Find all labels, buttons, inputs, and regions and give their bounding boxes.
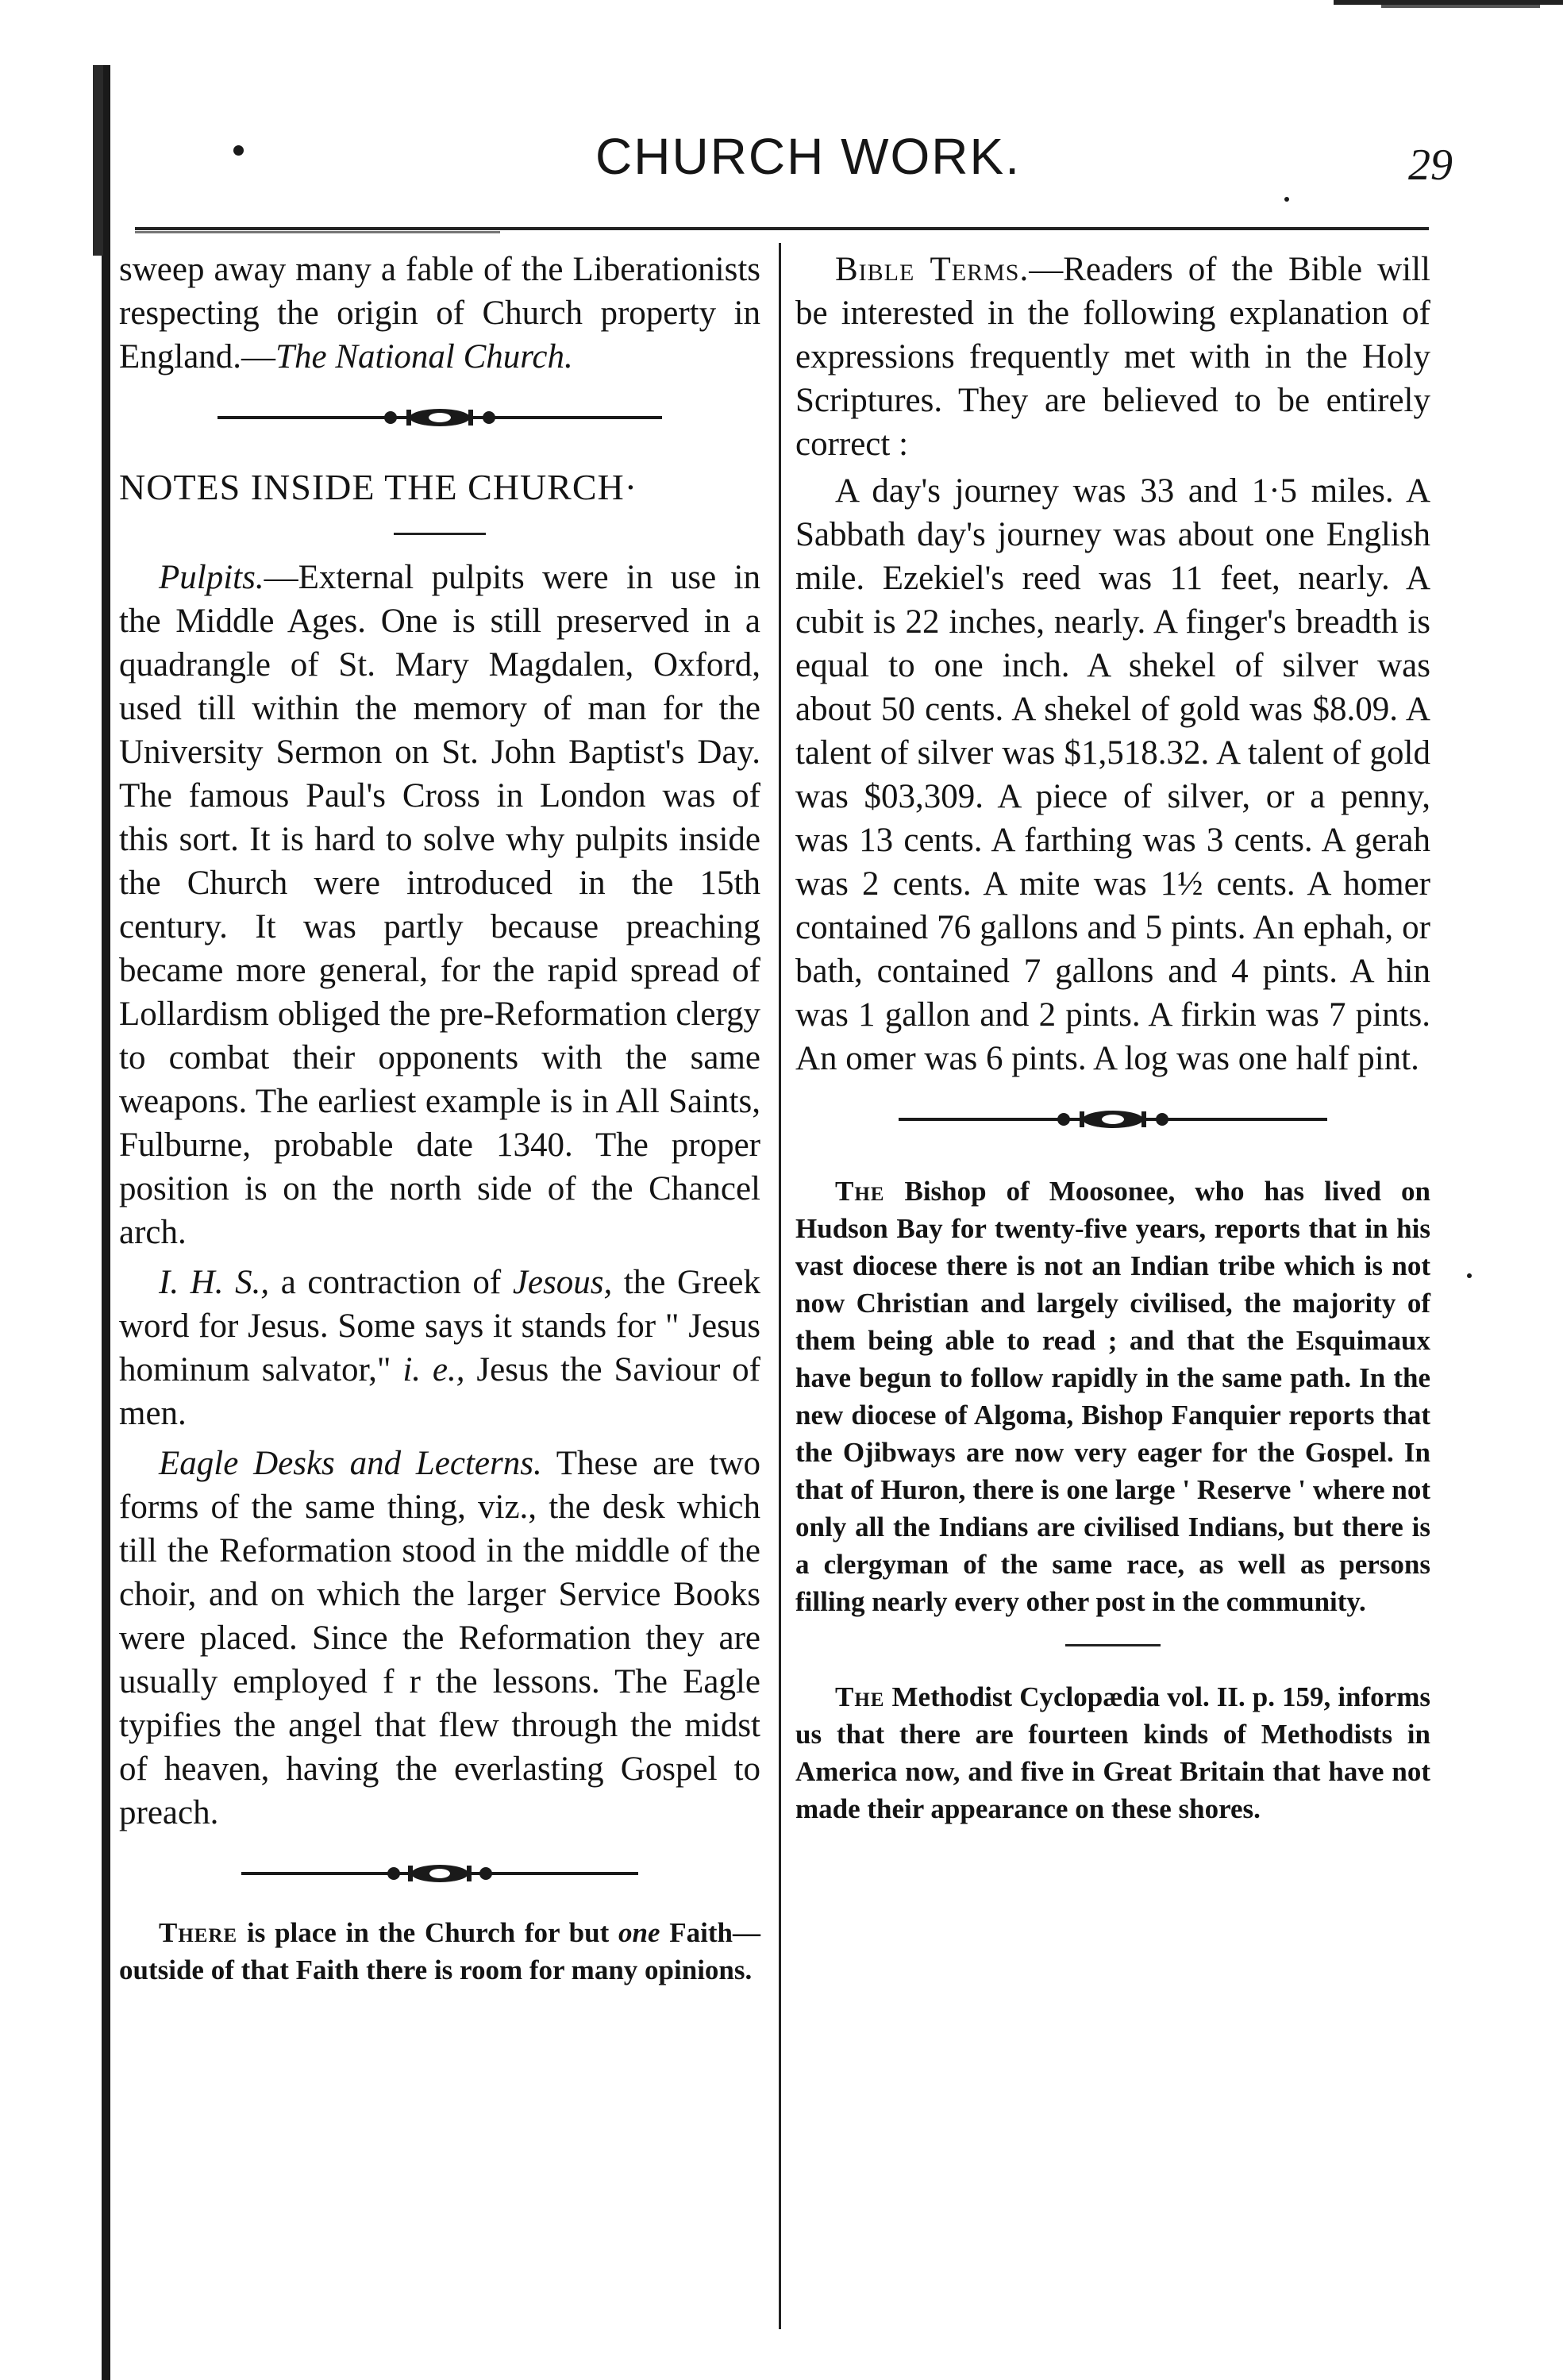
scan-speck (1284, 197, 1289, 202)
scan-speck (1467, 1273, 1472, 1278)
ihs-text-before: a contraction of (269, 1264, 513, 1301)
running-head: CHURCH WORK. (595, 128, 1021, 185)
methodist-lead: The (835, 1681, 885, 1712)
separator-rule (1065, 1644, 1161, 1646)
moosonee-text: Bishop of Moosonee, who has lived on Hudson Bay for twenty-five years, reports that in his vast diocese there is not an Indian tribe which is not now Christian and largely civilised, the majority of them being able to read ; and that the Esquimaux have begun to follow rapidly in the same path. In the new diocese of Algoma, Bishop Fanquier reports that the Ojibways are now very eager for the Gospel. In that of Huron, there is one large ' Reserve ' where not only all the Indians are civilised Indians, but there is a clergyman of the same race, as well as persons filling nearly every other post in the community. (795, 1176, 1430, 1617)
section-title-rule (394, 533, 486, 535)
header-rule-shadow (135, 231, 500, 233)
header-rule (135, 227, 1429, 230)
fleuron-rule-ornament-icon (218, 406, 662, 429)
bible-terms-intro-paragraph (795, 248, 1430, 466)
bible-terms-paragraph: A day's journey was 33 and 1·5 miles. A Sabbath day's journey was about one English mile. Ezekiel's reed was 11 feet, nearly. A cubit is 22 inches, nearly. A finger's breadth is equal to one inch. A shekel of silver was about 50 cents. A shekel of gold was $8.09. A talent of silver was $1,518.32. A talent of gold was $03,309. A piece of silver, or a penny, was 13 cents. A farthing was 3 cents. A gerah was 2 cents. A mite was 1½ cents. A homer contained 76 gallons and 5 pints. An ephah, or bath, contained 7 gallons and 4 pints. A hin was 1 gallon and 2 pints. A firkin was 7 pints. An omer was 6 pints. A log was one half pint. (795, 472, 1430, 1077)
ihs-paragraph (119, 1261, 760, 1435)
ihs-ie: i. e., (402, 1351, 465, 1388)
carryover-paragraph (119, 248, 760, 379)
fleuron-rule-ornament-icon (241, 1862, 638, 1885)
eagle-paragraph (119, 1442, 760, 1835)
faith-lead: There (159, 1917, 238, 1948)
ihs-text-mid: the Greek word for Jesus. Some says it stands for " Jesus hominum salvator," (119, 1264, 761, 1388)
pulpits-text: —External pulpits were in use in the Middle Ages. One is still preserved in a quadrangle of St. Mary Magdalen, Oxford, used till within the memory of man for the University Sermon on St. John Baptist's Day. The famous Paul's Cross in London was of this sort. It is hard to solve why pulpits inside the Church were introduced in the 15th century. It was partly because preaching became more general, for the rapid spread of Lollardism obliged the pre-Reformation clergy to combat their opponents with the same weapons. The earliest example is in All Saints, Fulburne, probable date 1340. The proper position is on the north side of the Chancel arch. (119, 559, 760, 1251)
ihs-text-after: Jesus the Saviour of men. (119, 1351, 760, 1432)
scan-spine-shadow (102, 65, 110, 2380)
faith-one: one (618, 1917, 660, 1948)
moosonee-paragraph (795, 1173, 1430, 1620)
ihs-heading: I. H. S., (159, 1264, 270, 1301)
scan-edge-mark-secondary (1381, 5, 1540, 8)
eagle-heading: Eagle Desks and Lecterns. (159, 1445, 542, 1482)
faith-paragraph (119, 1914, 760, 1989)
faith-text-before: is place in the Church for but (237, 1917, 619, 1948)
column-divider (779, 243, 781, 2329)
carryover-source: The National Church. (275, 338, 573, 375)
right-column (795, 248, 1430, 1827)
methodist-paragraph (795, 1678, 1430, 1827)
scan-speck (233, 145, 244, 156)
fleuron-rule-ornament-icon (899, 1107, 1327, 1131)
carryover-text: sweep away many a fable of the Liberationists respecting the origin of Church property in England.— (119, 251, 760, 375)
pulpits-heading: Pulpits. (159, 559, 264, 596)
eagle-text: These are two forms of the same thing, viz., the desk which till the Reformation stood in the middle of the choir, and on which the larger Service Books were placed. Since the Reformation they are usually employed f r the lessons. The Eagle typifies the angel that flew through the midst of heaven, having the everlasting Gospel to preach. (119, 1445, 760, 1831)
scan-spine-notch (93, 65, 103, 256)
methodist-text: Methodist Cyclopædia vol. II. p. 159, informs us that there are fourteen kinds of Methodists in America now, and five in Great Britain that have not made their appearance on these shores. (795, 1681, 1430, 1824)
pulpits-paragraph (119, 556, 760, 1254)
moosonee-lead: The (835, 1176, 885, 1207)
ihs-jesous: Jesous, (512, 1264, 613, 1301)
bible-terms-intro: —Readers of the Bible will be interested in the following explanation of expressions frequently met with in the Holy Scriptures. They are believed to be entirely correct : (795, 251, 1430, 463)
bible-terms-heading: Bible Terms. (835, 251, 1030, 288)
faith-text-after: Faith—outside of that Faith there is room for many opinions. (119, 1917, 761, 1985)
page-number: 29 (1408, 141, 1453, 190)
left-column (119, 248, 760, 1989)
section-title: NOTES INSIDE THE CHURCH· (119, 467, 638, 507)
